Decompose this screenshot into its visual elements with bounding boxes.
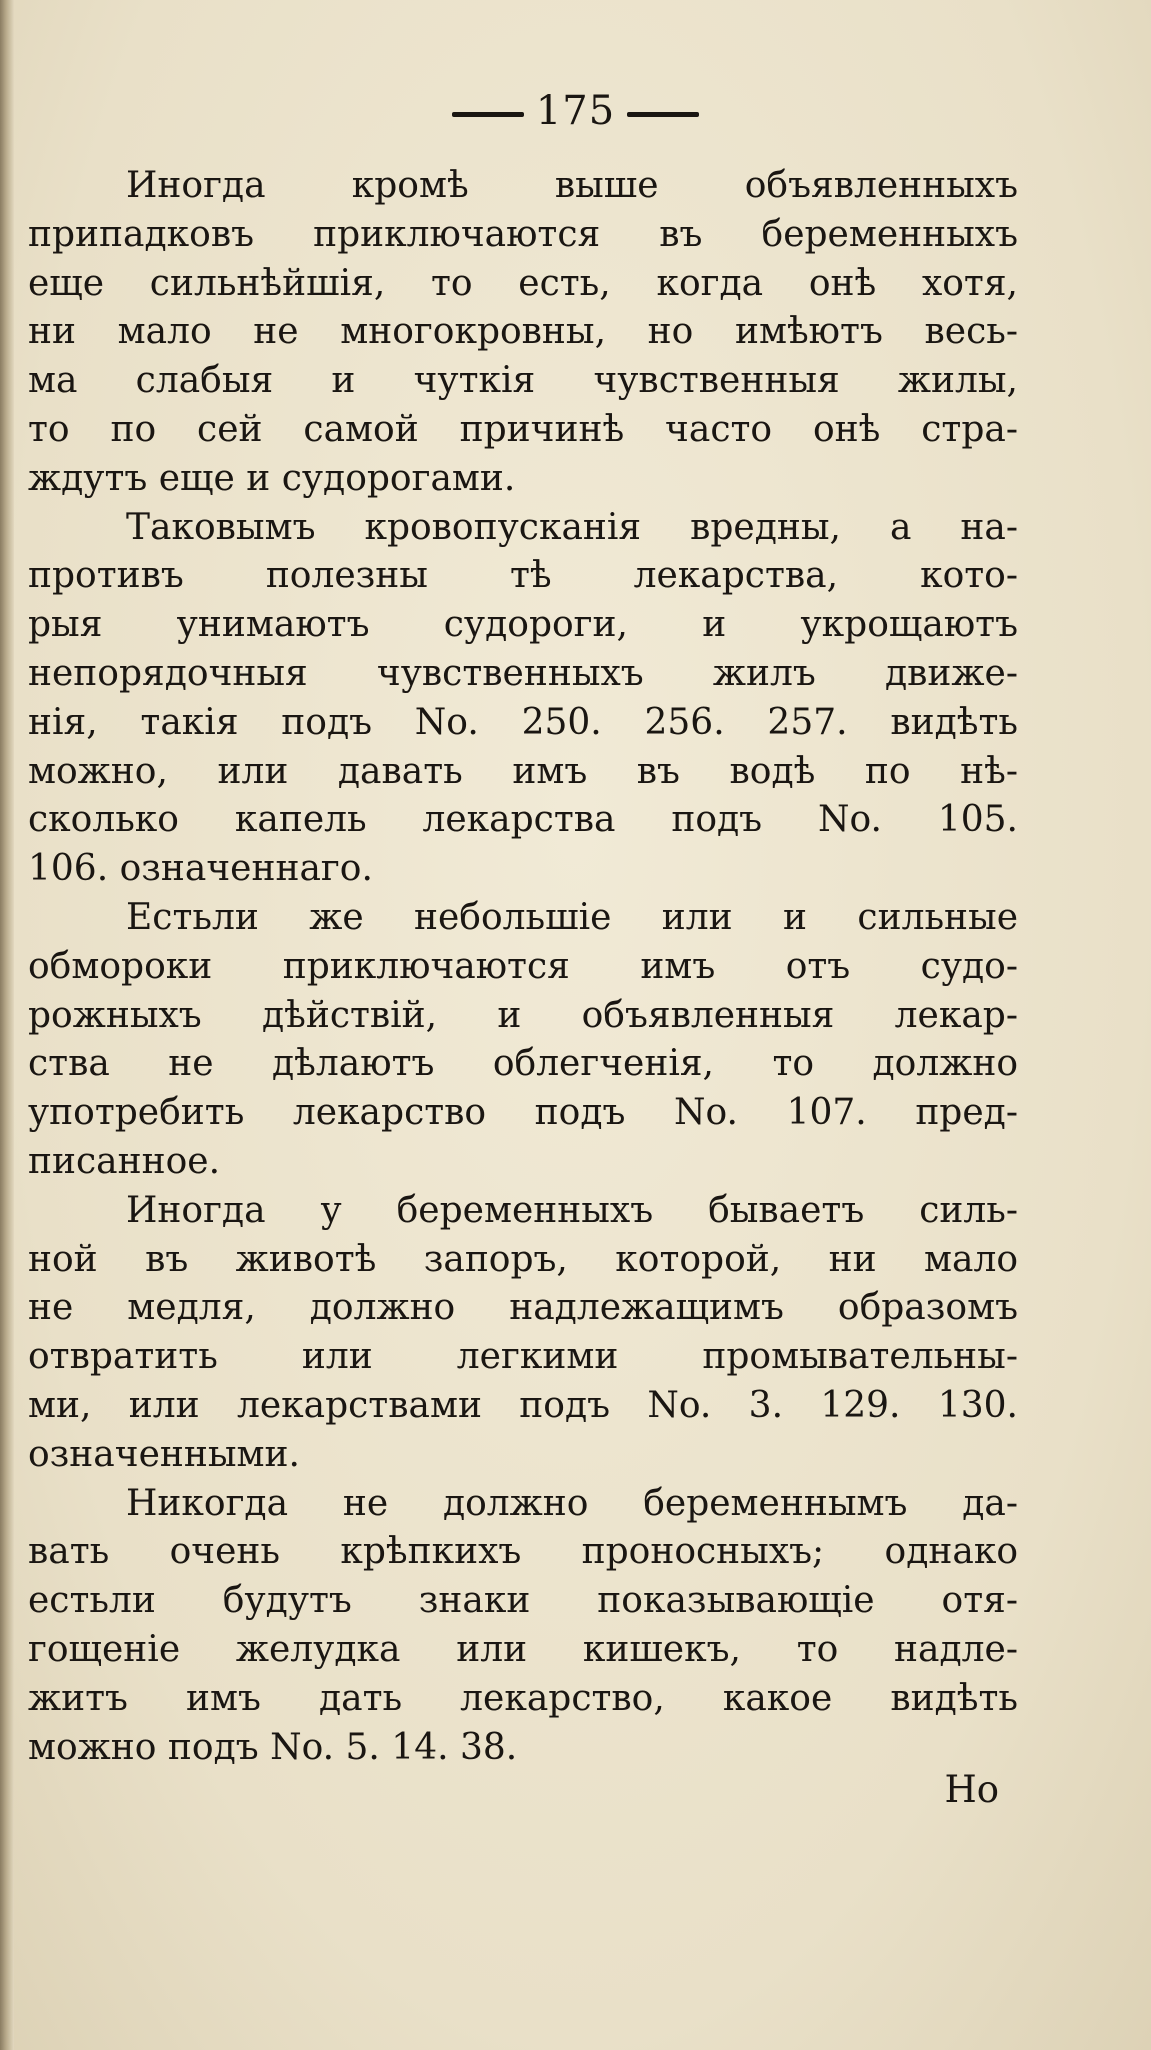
body-text [28,162,1018,1772]
text-line: не медля, должно надлежащимъ образомъ [28,1287,1018,1329]
text-line: то по сей самой причинѣ часто онѣ стра- [28,408,1018,450]
catchword: Но [944,1768,999,1811]
text-line: обмороки приключаются имъ отъ судо- [28,945,1018,987]
text-line: писанное. [28,1140,221,1182]
text-line: рыя унимаютъ судороги, и укрощаютъ [28,604,1018,646]
text-line: ми, или лекарствами подъ No. 3. 129. 130. [28,1384,1018,1426]
text-line: непорядочныя чувственныхъ жилъ движе- [28,652,1018,694]
text-line: ной въ животѣ запоръ, которой, ни мало [28,1238,1018,1280]
text-line: ма слабыя и чуткія чувственныя жилы, [28,360,1018,402]
text-line: ни мало не многокровны, но имѣютъ весь- [28,311,1018,353]
text-line: Естьли же небольшіе или и сильные [126,896,1018,938]
text-line: вать очень крѣпкихъ проносныхъ; однако [28,1531,1018,1573]
text-line: Никогда не должно беременнымъ да- [126,1482,1018,1524]
text-line: ждутъ еще и судорогами. [28,457,516,499]
text-line: нія, такія подъ No. 250. 256. 257. видѣть [28,701,1018,743]
page-header [0,88,1151,134]
page-number: 175 [535,88,616,134]
text-line: естьли будутъ знаки показывающіе отя- [28,1580,1018,1622]
text-line: ства не дѣлаютъ облегченія, то должно [28,1043,1018,1085]
text-line: употребить лекарство подъ No. 107. пред- [28,1092,1018,1134]
text-line: рожныхъ дѣйствій, и объявленныя лекар- [28,994,1018,1036]
text-line: можно, или давать имъ въ водѣ по нѣ- [28,750,1018,792]
header-dash-right [627,112,699,117]
text-line: можно подъ No. 5. 14. 38. [28,1726,518,1768]
text-line: еще сильнѣйшія, то есть, когда онѣ хотя, [28,262,1018,304]
text-line: отвратить или легкими промывательны- [28,1336,1018,1378]
page-binding-edge [0,0,14,2050]
text-line: противъ полезны тѣ лекарства, кото- [28,555,1018,597]
text-line: припадковъ приключаются въ беременныхъ [28,213,1018,255]
text-line: Иногда кромѣ выше объявленныхъ [126,165,1018,206]
text-line: житъ имъ дать лекарство, какое видѣть [28,1677,1018,1719]
header-dash-left [452,112,524,117]
text-line: гощеніе желудка или кишекъ, то надле- [28,1628,1018,1670]
text-line: Таковымъ кровопусканія вредны, а на- [126,506,1018,548]
text-line: означенными. [28,1433,300,1475]
text-line: Иногда у беременныхъ бываетъ силь- [126,1189,1018,1231]
text-line: сколько капель лекарства подъ No. 105. [28,799,1018,841]
text-line: 106. означеннаго. [28,848,373,890]
